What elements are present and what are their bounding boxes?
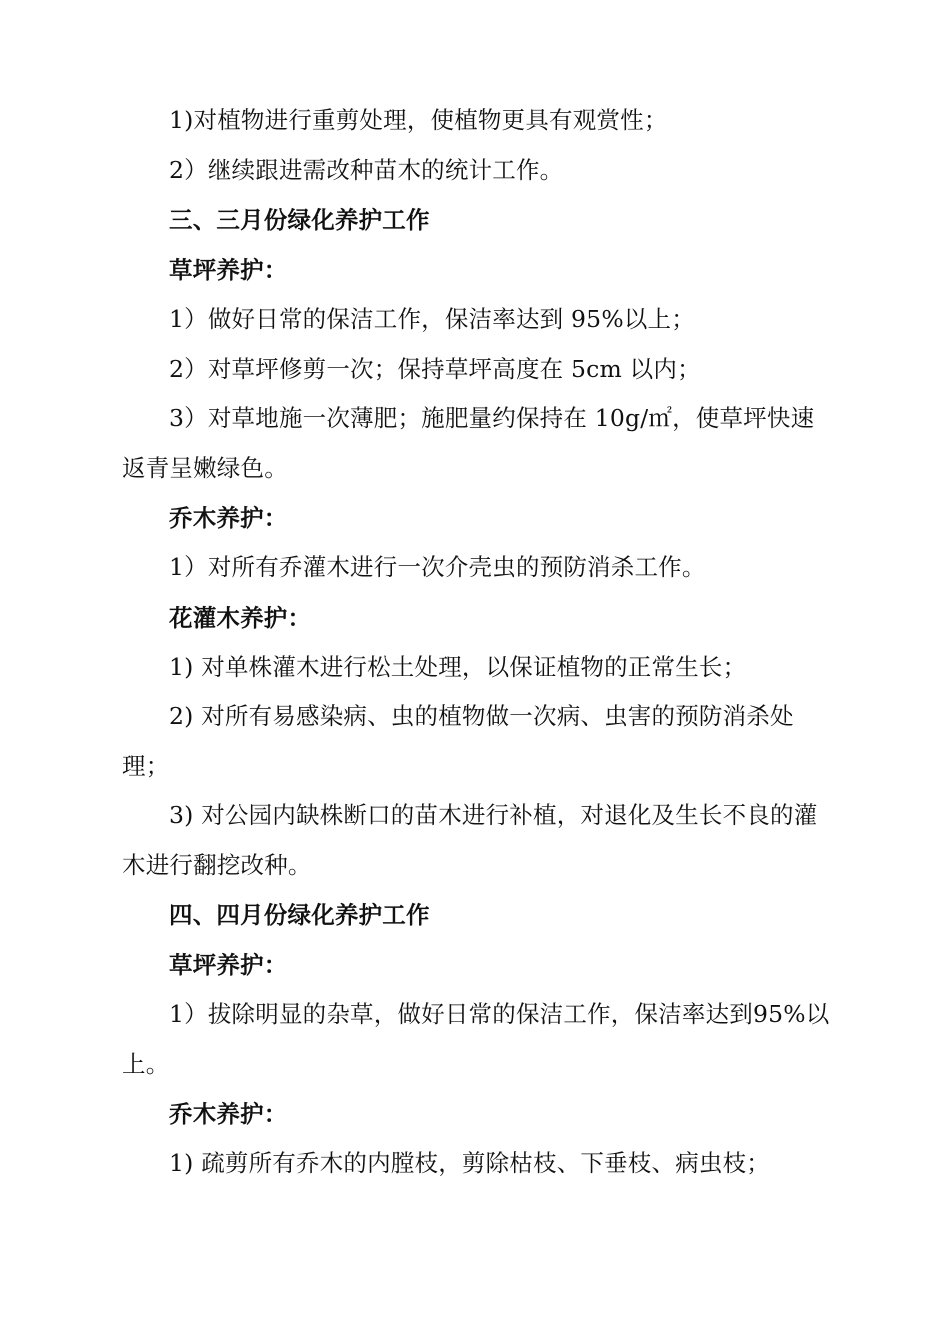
list-item: 3）对草地施一次薄肥；施肥量约保持在 10g/㎡，使草坪快速返青呈嫩绿色。 xyxy=(122,404,815,482)
subsection-heading: 乔木养护： xyxy=(169,504,288,532)
list-item: 1）拔除明显的杂草，做好日常的保洁工作，保洁率达到95%以上。 xyxy=(122,1000,830,1078)
list-item: 3) 对公园内缺株断口的苗木进行补植，对退化及生长不良的灌木进行翻挖改种。 xyxy=(122,801,818,879)
list-item: 1）对所有乔灌木进行一次介壳虫的预防消杀工作。 xyxy=(169,553,706,581)
subsection-heading: 乔木养护： xyxy=(169,1100,288,1128)
list-item: 1)对植物进行重剪处理，使植物更具有观赏性； xyxy=(169,106,668,134)
list-item: 2）继续跟进需改种苗木的统计工作。 xyxy=(169,155,564,184)
subsection-heading: 草坪养护： xyxy=(169,951,288,979)
list-item: 2）对草坪修剪一次；保持草坪高度在 5cm 以内； xyxy=(169,354,701,383)
subsection-heading: 草坪养护： xyxy=(169,256,288,284)
list-item: 1）做好日常的保洁工作，保洁率达到 95%以上； xyxy=(169,305,695,333)
document-body xyxy=(122,96,834,1189)
list-item: 2) 对所有易感染病、虫的植物做一次病、虫害的预防消杀处理； xyxy=(122,702,794,780)
section-heading: 三、三月份绿化养护工作 xyxy=(169,206,430,234)
list-item: 1) 对单株灌木进行松土处理，以保证植物的正常生长； xyxy=(169,652,747,681)
list-item: 1) 疏剪所有乔木的内膛枝，剪除枯枝、下垂枝、病虫枝； xyxy=(169,1149,770,1177)
subsection-heading: 花灌木养护： xyxy=(169,603,312,632)
section-heading: 四、四月份绿化养护工作 xyxy=(169,901,430,929)
